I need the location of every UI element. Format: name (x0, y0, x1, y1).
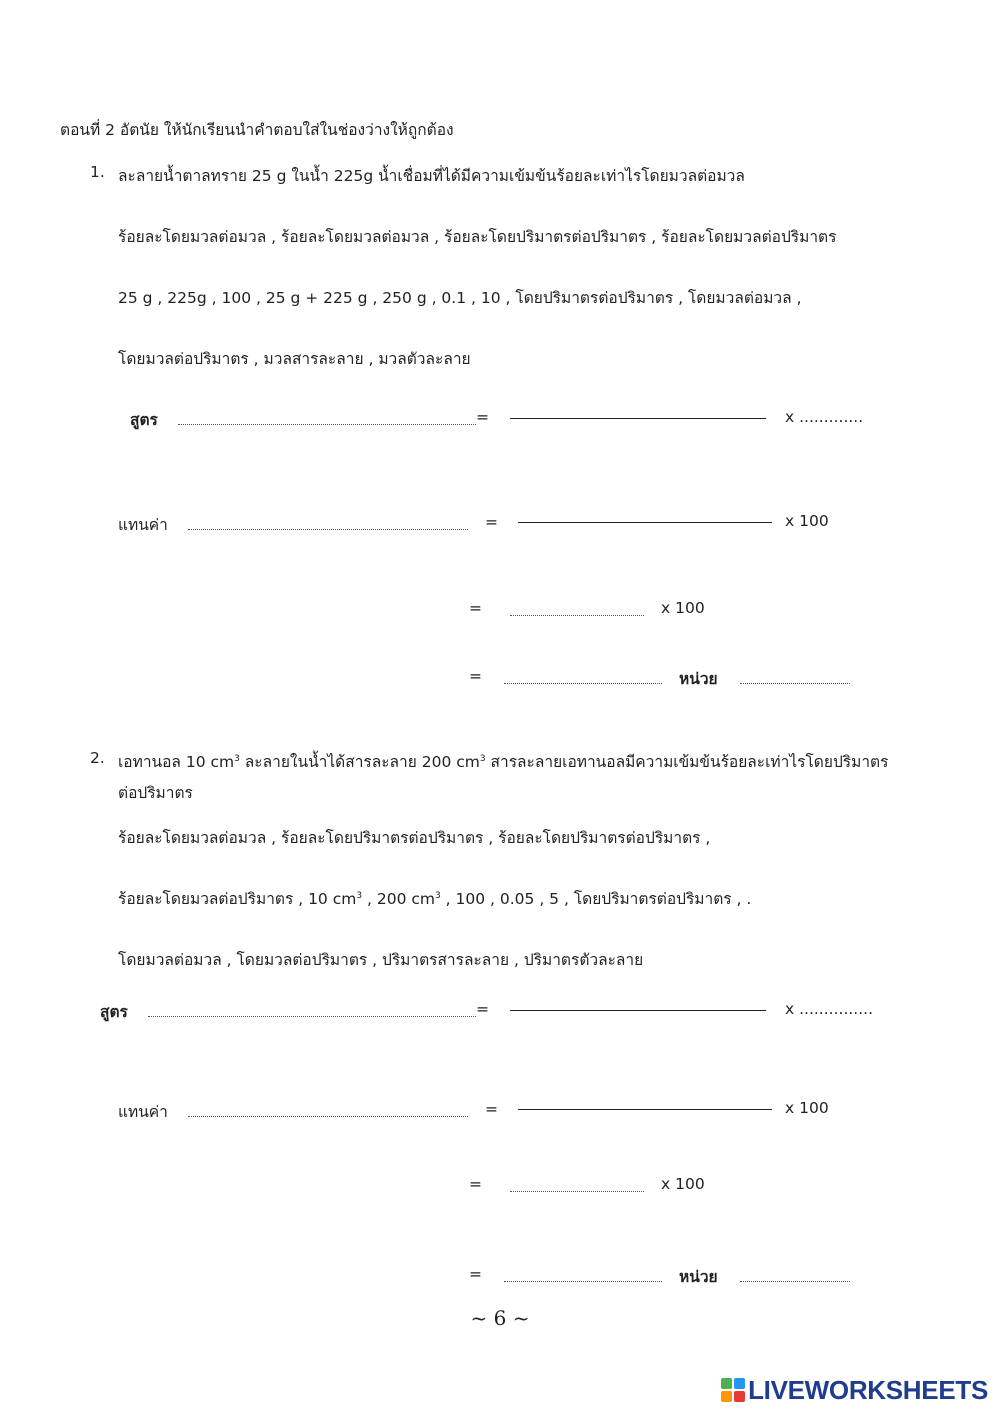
q2-number: 2. (90, 749, 105, 767)
q1-subst-times: x 100 (785, 512, 829, 530)
q1-step2-blank[interactable] (510, 615, 644, 616)
q1-formula-label: สูตร (130, 411, 158, 429)
q2-subst-equals: = (485, 1100, 498, 1118)
q1-number: 1. (90, 163, 105, 181)
q2-step2-blank[interactable] (510, 1191, 644, 1192)
brand-name: LIVEWORKSHEETS (748, 1374, 988, 1405)
q1-formula-blank[interactable] (178, 424, 476, 425)
q1-answer-blank[interactable] (504, 683, 662, 684)
q1-unit-blank[interactable] (740, 683, 850, 684)
q2-step2-equals: = (469, 1175, 482, 1193)
q2-unit-label: หน่วย (679, 1268, 718, 1286)
q2-formula-fraction-line (510, 1010, 766, 1011)
q2-unit-blank[interactable] (740, 1281, 850, 1282)
q2-subst-label: แทนค่า (118, 1103, 168, 1121)
q2-question: เอทานอล 10 $cm^3$ ละลายในน้ำได้สารละลาย 200 $cm^3$ สารละลายเอทานอลมีความเข้มข้นร้อยละเท่าไรโดยปริมาตร (118, 753, 889, 771)
page-number: ~ 6 ~ (470, 1306, 530, 1330)
q1-unit-label: หน่วย (679, 670, 718, 688)
q2-question-line2: ต่อปริมาตร (118, 784, 193, 802)
liveworksheets-logo (721, 1374, 988, 1406)
q2-subst-blank[interactable] (188, 1116, 468, 1117)
q2-choices-line1: ร้อยละโดยมวลต่อมวล , ร้อยละโดยปริมาตรต่อปริมาตร , ร้อยละโดยปริมาตรต่อปริมาตร , (118, 829, 711, 847)
q2-formula-equals: = (476, 1000, 489, 1018)
q1-subst-blank[interactable] (188, 529, 468, 530)
q1-step3-equals: = (469, 667, 482, 685)
q1-choices-line2: 25 g , 225g , 100 , 25 g + 225 g , 250 g , 0.1 , 10 , โดยปริมาตรต่อปริมาตร , โดยมวลต่อมวล , (118, 289, 802, 307)
q2-answer-blank[interactable] (504, 1281, 662, 1282)
q1-subst-equals: = (485, 513, 498, 531)
brand-mark-icon (721, 1378, 745, 1402)
q1-step2-times: x 100 (661, 599, 705, 617)
q2-choices-line3: โดยมวลต่อมวล , โดยมวลต่อปริมาตร , ปริมาตรสารละลาย , ปริมาตรตัวละลาย (118, 951, 644, 969)
q2-formula-label: สูตร (100, 1003, 128, 1021)
q1-subst-label: แทนค่า (118, 516, 168, 534)
part-title: ตอนที่ 2 อัตนัย ให้นักเรียนนำคำตอบใส่ในช่องว่างให้ถูกต้อง (60, 121, 454, 139)
q1-choices-line1: ร้อยละโดยมวลต่อมวล , ร้อยละโดยมวลต่อมวล , ร้อยละโดยปริมาตรต่อปริมาตร , ร้อยละโดยมวลต่อปริมาตร (118, 228, 837, 246)
q2-subst-times: x 100 (785, 1099, 829, 1117)
q1-question: ละลายน้ำตาลทราย 25 g ในน้ำ 225g น้ำเชื่อมที่ได้มีความเข้มข้นร้อยละเท่าไรโดยมวลต่อมวล (118, 167, 745, 185)
q2-step2-times: x 100 (661, 1175, 705, 1193)
q2-step3-equals: = (469, 1265, 482, 1283)
q1-subst-fraction-line (518, 522, 772, 523)
q1-formula-times: x ............. (785, 408, 864, 426)
q1-step2-equals: = (469, 599, 482, 617)
q2-formula-times: x ............... (785, 1000, 874, 1018)
q1-formula-equals: = (476, 408, 489, 426)
q1-choices-line3: โดยมวลต่อปริมาตร , มวลสารละลาย , มวลตัวละลาย (118, 350, 471, 368)
q2-subst-fraction-line (518, 1109, 772, 1110)
q1-formula-fraction-line (510, 418, 766, 419)
q2-choices-line2: ร้อยละโดยมวลต่อปริมาตร , 10 $cm^3$ , 200 $cm^3$ , 100 , 0.05 , 5 , โดยปริมาตรต่อปริมาตร , . (118, 890, 752, 908)
q2-formula-blank[interactable] (148, 1016, 476, 1017)
